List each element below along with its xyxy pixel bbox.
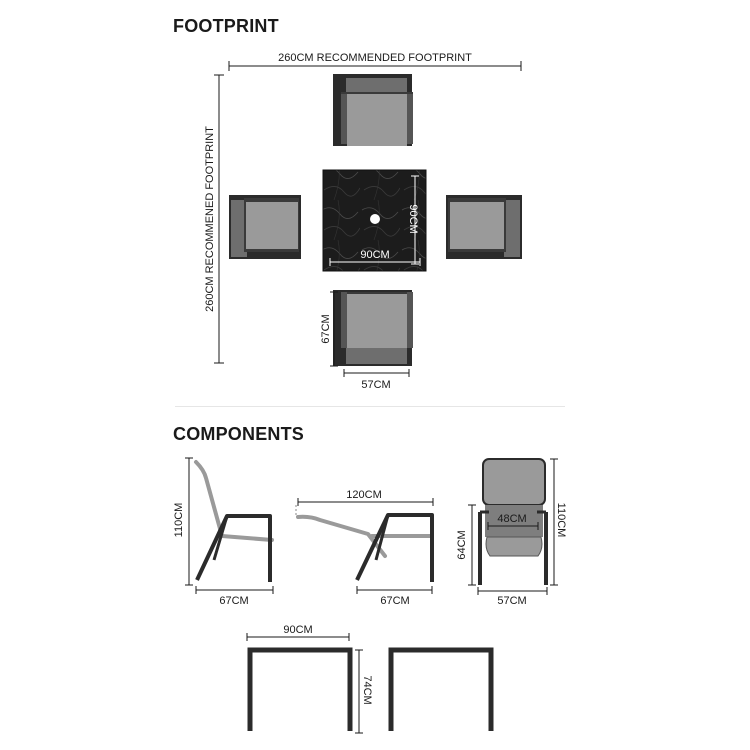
- front-seat-height-dimension: [456, 505, 476, 585]
- table-height-dimension: [355, 650, 373, 733]
- front-height-dimension: [550, 459, 567, 585]
- footprint-table: [323, 170, 426, 271]
- parasol-hole-icon: [370, 214, 380, 224]
- chair-depth-dimension: [196, 586, 273, 607]
- front-width-label: 57CM: [497, 595, 527, 607]
- footprint-table-width-label: 90CM: [360, 249, 390, 261]
- footprint-chair-width-dimension: [344, 369, 409, 391]
- footprint-chair-bottom: [333, 290, 413, 366]
- chair-height-dimension: [173, 458, 193, 585]
- recline-length-dimension: [298, 489, 433, 506]
- footprint-heading: FOOTPRINT: [173, 16, 279, 36]
- front-width-dimension: [478, 587, 547, 607]
- chair-side-view: [196, 462, 272, 582]
- table-side-view: [391, 650, 491, 731]
- chair-reclined-view: [296, 505, 432, 582]
- footprint-width-dimension: [229, 52, 521, 71]
- table-front-view: [250, 650, 350, 731]
- recline-depth-label: 67CM: [380, 595, 410, 607]
- chair-depth-label: 67CM: [219, 595, 249, 607]
- footprint-chair-width-label: 57CM: [361, 379, 391, 391]
- footprint-height-dimension: [204, 75, 224, 363]
- footprint-width-label: 260CM RECOMMENDED FOOTPRINT: [278, 52, 472, 64]
- table-height-label: 74CM: [361, 675, 373, 705]
- front-seat-width-label: 48CM: [497, 513, 527, 525]
- front-seat-height-label: 64CM: [456, 530, 468, 560]
- footprint-table-depth-label: 90CM: [407, 204, 419, 234]
- footprint-height-label: 260CM RECOMMENED FOOTPRINT: [204, 126, 216, 312]
- table-width-dimension: [247, 624, 349, 641]
- footprint-chair-left: [229, 195, 301, 259]
- front-height-label: 110CM: [555, 502, 567, 538]
- footprint-chair-depth-label: 67CM: [320, 314, 332, 344]
- footprint-chair-top: [333, 74, 413, 146]
- table-width-label: 90CM: [283, 624, 313, 636]
- chair-height-label: 110CM: [173, 502, 185, 538]
- recline-length-label: 120CM: [346, 489, 382, 501]
- footprint-chair-right: [446, 195, 522, 259]
- components-heading: COMPONENTS: [173, 424, 305, 444]
- recline-depth-dimension: [357, 586, 432, 607]
